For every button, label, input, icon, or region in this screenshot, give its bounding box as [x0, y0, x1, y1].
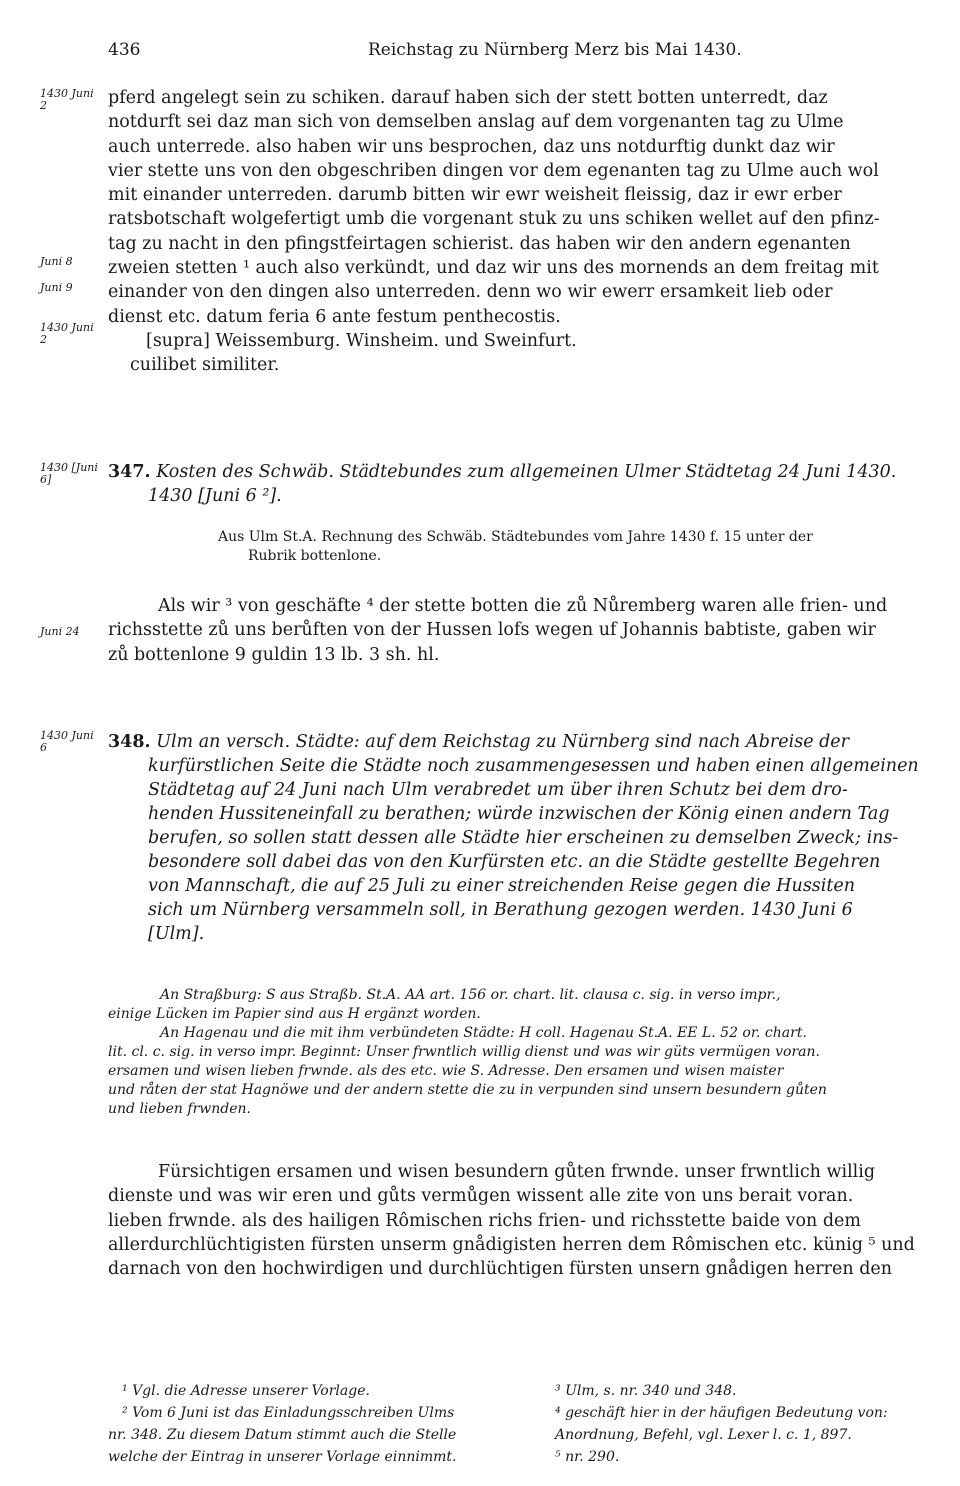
margin-date: 1430 Juni 6: [40, 729, 94, 754]
text-line: Als wir ³ von geschäfte ⁴ der stette botten die zů Nůremberg waren alle frien- und: [158, 596, 888, 616]
doc-number: 347.: [108, 462, 151, 482]
margin-date: Juni 8: [40, 255, 73, 268]
margin-date: Juni 9: [40, 281, 73, 294]
doc-title-line: besondere soll dabei das von den Kurfürsten etc. an die Städte gestellte Begehren: [148, 852, 881, 872]
text-line: einander von den dingen also unterreden. denn wo wir ewerr ersamkeit lieb oder: [108, 282, 833, 303]
footnote-line: ¹ Vgl. die Adresse unserer Vorlage.: [122, 1383, 370, 1399]
footnote-line: ⁴ geschäft hier in der häufigen Bedeutung von:: [555, 1405, 888, 1421]
text-line: dienste und was wir eren und gůts vermůgen wissent alle zite von uns berait voran.: [108, 1186, 854, 1207]
doc-title: Ulm an versch. Städte: auf dem Reichstag zu Nürnberg sind nach Abreise der: [156, 732, 850, 752]
page-number: 436: [108, 40, 141, 60]
doc-title-line: kurfürstlichen Seite die Städte noch zusammengesessen und haben einen allgemeinen: [148, 756, 919, 776]
doc-348-text: [108, 1160, 953, 1281]
doc-347-text: [108, 594, 953, 667]
text-line: richsstette zů uns berůften von der Hussen lofs wegen uf Johannis babtiste, gaben wir: [108, 620, 876, 641]
text-line: ratsbotschaft wolgefertigt umb die vorgenant stuk zu uns schiken wellet auf den pfinz-: [108, 209, 880, 230]
text-line: vier stette uns von den obgeschriben dingen vor dem egenanten tag zu Ulme auch wol: [108, 160, 879, 181]
text-line: Fürsichtigen ersamen und wisen besundern gůten frwnde. unser frwntlich willig: [158, 1162, 876, 1182]
text-line: auch unterrede. also haben wir uns besprochen, daz uns notdurftig dunkt daz wir: [108, 136, 835, 157]
footnote-line: ⁵ nr. 290.: [555, 1449, 620, 1465]
text-line: allerdurchlüchtigisten fürsten unserm gnådigisten herren dem Rômischen etc. künig ⁵ und: [108, 1234, 915, 1255]
apparatus-line: lit. cl. c. sig. in verso impr. Beginnt: Unser frwntlich willig dienst und was wir güts vermügen voran.: [108, 1044, 820, 1060]
text-line: mit einander unterreden. darumb bitten wir ewr weisheit fleissig, daz ir ewr erber: [108, 185, 842, 206]
margin-date: Juni 24: [40, 625, 80, 638]
text-line: notdurft sei daz man sich von demselben anslag auf dem vorgenanten tag zu Ulme: [108, 112, 844, 133]
margin-date: 1430 Juni 2: [40, 321, 94, 346]
doc-347-heading: [108, 460, 953, 508]
doc-348-heading: [108, 730, 953, 946]
footnote-line: nr. 348. Zu diesem Datum stimmt auch die Stelle: [108, 1427, 457, 1443]
text-line: pferd angelegt sein zu schiken. darauf haben sich der stett botten unterredt, daz: [108, 88, 828, 108]
addressees: [supra] Weissemburg. Winsheim. und Sweinfurt.: [146, 330, 577, 351]
apparatus-line: und råten der stat Hagnöwe und der andern stette die zu in verpunden sind unsern besundern gůten: [108, 1082, 827, 1098]
doc-title-line: von Mannschaft, die auf 25 Juli zu einer streichenden Reise gegen die Hussiten: [148, 876, 856, 896]
running-title: Reichstag zu Nürnberg Merz bis Mai 1430.: [368, 40, 742, 60]
doc-347-source: [108, 528, 953, 566]
source-line: Rubrik bottenlone.: [248, 548, 382, 564]
margin-date: 1430 Juni 2: [40, 87, 94, 112]
closing: cuilibet similiter.: [130, 355, 280, 376]
apparatus-line: einige Lücken im Papier sind aus H ergänzt worden.: [108, 1006, 481, 1022]
doc-title-line: berufen, so sollen statt dessen alle Städte hier erscheinen zu demselben Zweck; ins-: [148, 828, 899, 848]
text-line: zů bottenlone 9 guldin 13 lb. 3 sh. hl.: [108, 644, 440, 665]
doc-title-line: Städtetag auf 24 Juni nach Ulm verabredet um über ihren Schutz bei dem dro-: [148, 780, 848, 800]
doc-number: 348.: [108, 732, 151, 752]
doc-title-line: henden Hussiteneinfall zu berathen; würde inzwischen der König einen andern Tag: [148, 804, 890, 824]
text-line: tag zu nacht in den pfingstfeirtagen schierist. das haben wir den andern egenanten: [108, 233, 851, 254]
letter-continuation: [108, 86, 953, 378]
doc-title-line: [Ulm].: [148, 924, 205, 944]
footnote-line: ³ Ulm, s. nr. 340 und 348.: [555, 1383, 737, 1399]
apparatus-line: und lieben frwnden.: [108, 1101, 251, 1117]
apparatus-line: An Straßburg: S aus Straßb. St.A. AA art. 156 or. chart. lit. clausa c. sig. in verso impr.,: [160, 987, 781, 1003]
footnote-line: welche der Eintrag in unserer Vorlage einnimmt.: [108, 1449, 457, 1465]
source-line: Aus Ulm St.A. Rechnung des Schwäb. Städtebundes vom Jahre 1430 f. 15 unter der: [218, 529, 813, 545]
footnote-line: Anordnung, Befehl, vgl. Lexer l. c. 1, 897.: [555, 1427, 852, 1443]
footnotes-left: [108, 1380, 528, 1468]
footnotes-right: [555, 1380, 955, 1468]
margin-date: 1430 [Juni 6]: [40, 461, 98, 486]
doc-title-line: sich um Nürnberg versammeln soll, in Berathung gezogen werden. 1430 Juni 6: [148, 900, 853, 920]
text-line: lieben frwnde. als des hailigen Rômischen richs frien- und richsstette baide von dem: [108, 1210, 861, 1231]
doc-348-apparatus: [108, 986, 953, 1119]
apparatus-line: An Hagenau und die mit ihm verbündeten Städte: H coll. Hagenau St.A. EE L. 52 or. chart.: [160, 1025, 807, 1041]
footnote-line: ² Vom 6 Juni ist das Einladungsschreiben Ulms: [122, 1405, 455, 1421]
doc-title-date: 1430 [Juni 6 ²].: [148, 486, 282, 506]
apparatus-line: ersamen und wisen lieben frwnde. als des etc. wie S. Adresse. Den ersamen und wisen maister: [108, 1063, 784, 1079]
text-line: darnach von den hochwirdigen und durchlüchtigen fürsten unsern gnådigen herren den: [108, 1259, 893, 1280]
text-line: zweien stetten ¹ auch also verkündt, und daz wir uns des mornends an dem freitag mit: [108, 258, 879, 279]
text-line: dienst etc. datum feria 6 ante festum penthecostis.: [108, 306, 561, 327]
doc-title: Kosten des Schwäb. Städtebundes zum allgemeinen Ulmer Städtetag 24 Juni 1430.: [156, 462, 897, 482]
